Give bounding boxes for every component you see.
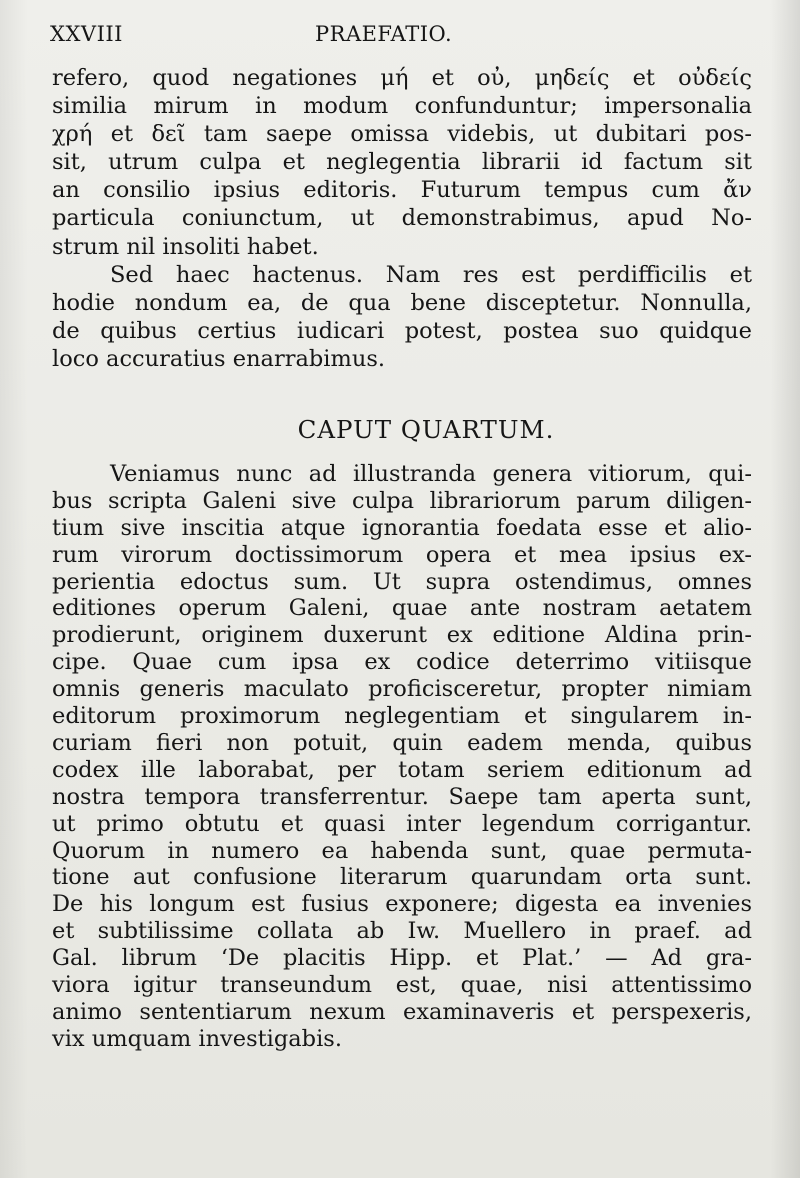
text-line: an consilio ipsius editoris. Futurum tempus cum ἄν <box>52 177 752 204</box>
text-line: similia mirum in modum confunduntur; impersonalia <box>52 93 752 120</box>
text-line: nostra tempora transferrentur. Saepe tam aperta sunt, <box>52 783 752 810</box>
text-line: tione aut confusione literarum quarundam orta sunt. <box>52 864 752 891</box>
text-line: loco accuratius enarrabimus. <box>52 345 386 372</box>
running-title: PRAEFATIO. <box>315 22 453 46</box>
text-line: hodie nondum ea, de qua bene disceptetur. Nonnulla, <box>52 289 752 316</box>
text-line: Gal. librum ‘De placitis Hipp. et Plat.’ — Ad gra- <box>52 945 752 972</box>
text-line: sit, utrum culpa et neglegentia librarii id factum sit <box>52 149 752 176</box>
paragraph-sed-haec <box>52 261 752 373</box>
text-line: editorum proximorum neglegentiam et singularem in- <box>52 703 752 730</box>
text-line: χρή et δεῖ tam saepe omissa videbis, ut dubitari pos- <box>52 121 752 148</box>
text-line: animo sententiarum nexum examinaveris et perspexeris, <box>52 998 752 1025</box>
text-line: Sed haec hactenus. Nam res est perdifficilis et <box>110 261 752 288</box>
text-block <box>52 64 752 1053</box>
text-line: tium sive inscitia atque ignorantia foedata esse et alio- <box>52 514 752 541</box>
text-line: refero, quod negationes μή et οὐ, μηδείς et οὐδείς <box>52 65 752 91</box>
text-line: perientia edoctus sum. Ut supra ostendimus, omnes <box>52 568 752 595</box>
text-line: omnis generis maculato proficisceretur, propter nimiam <box>52 676 752 703</box>
text-line: editiones operum Galeni, quae ante nostram aetatem <box>52 595 752 622</box>
paragraph-veniamus <box>52 461 752 1053</box>
text-line: De his longum est fusius exponere; digesta ea invenies <box>52 891 752 918</box>
text-line: de quibus certius iudicari potest, postea suo quidque <box>52 317 752 344</box>
text-line: et subtilissime collata ab Iw. Muellero in praef. ad <box>52 918 752 945</box>
running-head <box>0 14 800 54</box>
text-line: particula coniunctum, ut demonstrabimus, apud No- <box>52 205 752 232</box>
text-line: bus scripta Galeni sive culpa librariorum parum diligen- <box>52 487 752 514</box>
text-line: cipe. Quae cum ipsa ex codice deterrimo vitiisque <box>52 649 752 676</box>
text-line: ut primo obtutu et quasi inter legendum corrigantur. <box>52 810 752 837</box>
text-line: curiam fieri non potuit, quin eadem menda, quibus <box>52 729 752 756</box>
text-line: rum virorum doctissimorum opera et mea ipsius ex- <box>52 541 752 568</box>
text-line: codex ille laborabat, per totam seriem editionum ad <box>52 756 752 783</box>
text-line: viora igitur transeundum est, quae, nisi attentissimo <box>52 971 752 998</box>
text-line: strum nil insoliti habet. <box>52 233 319 260</box>
page-number: XXVIII <box>50 22 123 46</box>
paragraph-negationes <box>52 64 752 261</box>
text-line: vix umquam investigabis. <box>52 1025 342 1052</box>
text-line: Quorum in numero ea habenda sunt, quae permuta- <box>52 837 752 864</box>
chapter-heading: CAPUT QUARTUM. <box>297 415 555 445</box>
text-line: Veniamus nunc ad illustranda genera vitiorum, qui- <box>110 461 752 488</box>
text-line: prodierunt, originem duxerunt ex editione Aldina prin- <box>52 622 752 649</box>
